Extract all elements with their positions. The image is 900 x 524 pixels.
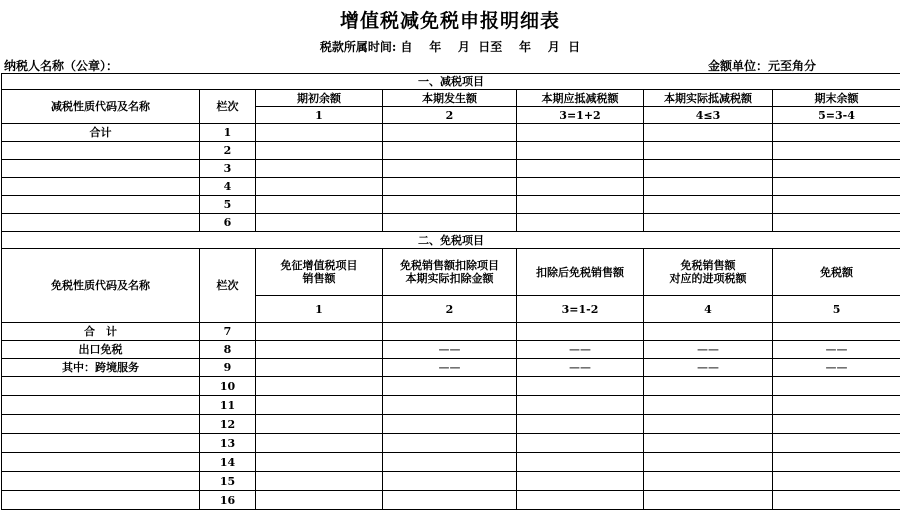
row-number: 14 [200,453,256,472]
export-exemption-label: 出口免税 [2,341,200,359]
exemption-name-cell[interactable] [2,434,200,453]
amount-cell[interactable] [517,178,644,196]
row-number: 5 [200,196,256,214]
amount-cell[interactable] [773,178,900,196]
section1-col-header: 期初余额 [256,90,383,107]
amount-cell[interactable] [644,214,773,232]
taxpayer-name-label: 纳税人名称（公章）： [4,59,119,73]
amount-cell[interactable] [517,377,644,396]
table-row [2,453,900,472]
section2-col-header: 扣除后免税销售额 [517,249,644,296]
relief-name-cell[interactable] [2,196,200,214]
amount-cell[interactable] [383,323,517,341]
amount-cell[interactable] [383,396,517,415]
not-applicable-dash: —— [517,359,644,377]
table-row [2,124,900,142]
amount-cell[interactable] [644,178,773,196]
amount-cell[interactable] [256,453,383,472]
amount-cell[interactable] [644,196,773,214]
amount-cell[interactable] [773,472,900,491]
amount-cell[interactable] [517,472,644,491]
amount-cell[interactable] [773,415,900,434]
amount-cell[interactable] [383,491,517,510]
section2-heading: 二、免税项目 [2,232,900,249]
amount-cell[interactable] [517,124,644,142]
amount-cell[interactable] [256,359,383,377]
amount-cell[interactable] [517,453,644,472]
row-number: 13 [200,434,256,453]
amount-cell[interactable] [773,434,900,453]
exemption-name-cell[interactable] [2,396,200,415]
amount-cell[interactable] [256,160,383,178]
not-applicable-dash: —— [383,341,517,359]
section2-col-number: 3=1-2 [517,296,644,323]
amount-cell[interactable] [644,491,773,510]
relief-name-cell[interactable] [2,214,200,232]
section2-col-number: 4 [644,296,773,323]
amount-cell[interactable] [256,178,383,196]
amount-cell[interactable] [383,472,517,491]
amount-cell[interactable] [773,453,900,472]
amount-cell[interactable] [256,196,383,214]
row-number: 4 [200,178,256,196]
exemption-name-cell[interactable] [2,453,200,472]
table-row [2,491,900,510]
row-number: 1 [200,124,256,142]
amount-cell[interactable] [644,396,773,415]
row-number: 8 [200,341,256,359]
section1-col-number: 4≤3 [644,107,773,124]
exemption-name-cell[interactable] [2,491,200,510]
amount-cell[interactable] [383,214,517,232]
not-applicable-dash: —— [644,341,773,359]
row-number: 11 [200,396,256,415]
amount-cell[interactable] [256,377,383,396]
amount-cell[interactable] [644,434,773,453]
amount-cell[interactable] [644,160,773,178]
amount-cell[interactable] [517,396,644,415]
amount-cell[interactable] [517,434,644,453]
table-row [2,214,900,232]
section2-col-header: 免税销售额 对应的进项税额 [644,249,773,296]
not-applicable-dash: —— [517,341,644,359]
row-number: 2 [200,142,256,160]
amount-cell[interactable] [773,214,900,232]
amount-cell[interactable] [383,453,517,472]
not-applicable-dash: —— [383,359,517,377]
section1-col-header: 本期发生额 [383,90,517,107]
amount-cell[interactable] [773,160,900,178]
row-number: 10 [200,377,256,396]
amount-cell[interactable] [773,491,900,510]
amount-cell[interactable] [256,491,383,510]
amount-cell[interactable] [256,214,383,232]
section1-col-header: 本期应抵减税额 [517,90,644,107]
form-title: 增值税减免税申报明细表 [339,10,560,32]
exemption-name-cell[interactable] [2,377,200,396]
amount-cell[interactable] [383,178,517,196]
amount-cell[interactable] [517,196,644,214]
amount-cell[interactable] [383,415,517,434]
section2-total-label: 合 计 [2,323,200,341]
section2-col-header: 免税销售额扣除项目 本期实际扣除金额 [383,249,517,296]
section1-col-header: 期末余额 [773,90,900,107]
section1-total-label: 合计 [2,124,200,142]
table-row [2,396,900,415]
table-row [2,323,900,341]
relief-name-cell[interactable] [2,160,200,178]
row-number: 15 [200,472,256,491]
amount-cell[interactable] [383,377,517,396]
section1-col-header: 本期实际抵减税额 [644,90,773,107]
relief-name-cell[interactable] [2,142,200,160]
section2-col-header: 免征增值税项目 销售额 [256,249,383,296]
amount-cell[interactable] [517,415,644,434]
table-row [2,160,900,178]
section1-name-header: 减税性质代码及名称 [2,90,200,124]
section1-col-number: 3=1+2 [517,107,644,124]
amount-cell[interactable] [644,323,773,341]
row-number: 9 [200,359,256,377]
section2-row-header: 栏次 [200,249,256,323]
amount-cell[interactable] [644,415,773,434]
amount-cell[interactable] [517,160,644,178]
section1-row-header: 栏次 [200,90,256,124]
amount-cell[interactable] [383,196,517,214]
exemption-name-cell[interactable] [2,415,200,434]
not-applicable-dash: —— [773,341,900,359]
exemption-name-cell[interactable] [2,472,200,491]
table-row [2,359,900,377]
table-row [2,434,900,453]
amount-cell[interactable] [773,323,900,341]
amount-cell[interactable] [256,323,383,341]
amount-cell[interactable] [256,434,383,453]
amount-cell[interactable] [517,323,644,341]
section2-col-number: 1 [256,296,383,323]
table-row [2,142,900,160]
section1-col-number: 1 [256,107,383,124]
amount-cell[interactable] [256,341,383,359]
not-applicable-dash: —— [644,359,773,377]
amount-unit-label: 金额单位：元至角分 [708,59,817,73]
relief-name-cell[interactable] [2,178,200,196]
amount-cell[interactable] [256,142,383,160]
row-number: 6 [200,214,256,232]
amount-cell[interactable] [773,124,900,142]
table-row [2,472,900,491]
amount-cell[interactable] [256,472,383,491]
section2-col-header: 免税额 [773,249,900,296]
amount-cell[interactable] [773,142,900,160]
row-number: 16 [200,491,256,510]
amount-cell[interactable] [383,142,517,160]
amount-cell[interactable] [517,491,644,510]
amount-cell[interactable] [383,124,517,142]
section2-col-number: 2 [383,296,517,323]
amount-cell[interactable] [383,434,517,453]
amount-cell[interactable] [773,196,900,214]
section1-heading: 一、减税项目 [2,74,900,90]
section1-col-number: 2 [383,107,517,124]
section2-name-header: 免税性质代码及名称 [2,249,200,323]
table-row [2,178,900,196]
amount-cell[interactable] [517,214,644,232]
amount-cell[interactable] [773,396,900,415]
row-number: 7 [200,323,256,341]
table-row [2,377,900,396]
section2-col-number: 5 [773,296,900,323]
table-row [2,196,900,214]
amount-cell[interactable] [644,142,773,160]
amount-cell[interactable] [644,377,773,396]
amount-cell[interactable] [644,124,773,142]
table-row [2,415,900,434]
section1-col-number: 5=3-4 [773,107,900,124]
relief-detail-table [1,73,900,510]
tax-period-label: 税款所属时间: 自 年 月 日至 年 月 日 [319,40,581,54]
table-row [2,341,900,359]
amount-cell[interactable] [256,415,383,434]
amount-cell[interactable] [256,396,383,415]
amount-cell[interactable] [644,453,773,472]
amount-cell[interactable] [773,377,900,396]
not-applicable-dash: —— [773,359,900,377]
amount-cell[interactable] [644,472,773,491]
row-number: 12 [200,415,256,434]
amount-cell[interactable] [383,160,517,178]
cross-border-services-label: 其中：跨境服务 [2,359,200,377]
amount-cell[interactable] [256,124,383,142]
amount-cell[interactable] [517,142,644,160]
row-number: 3 [200,160,256,178]
